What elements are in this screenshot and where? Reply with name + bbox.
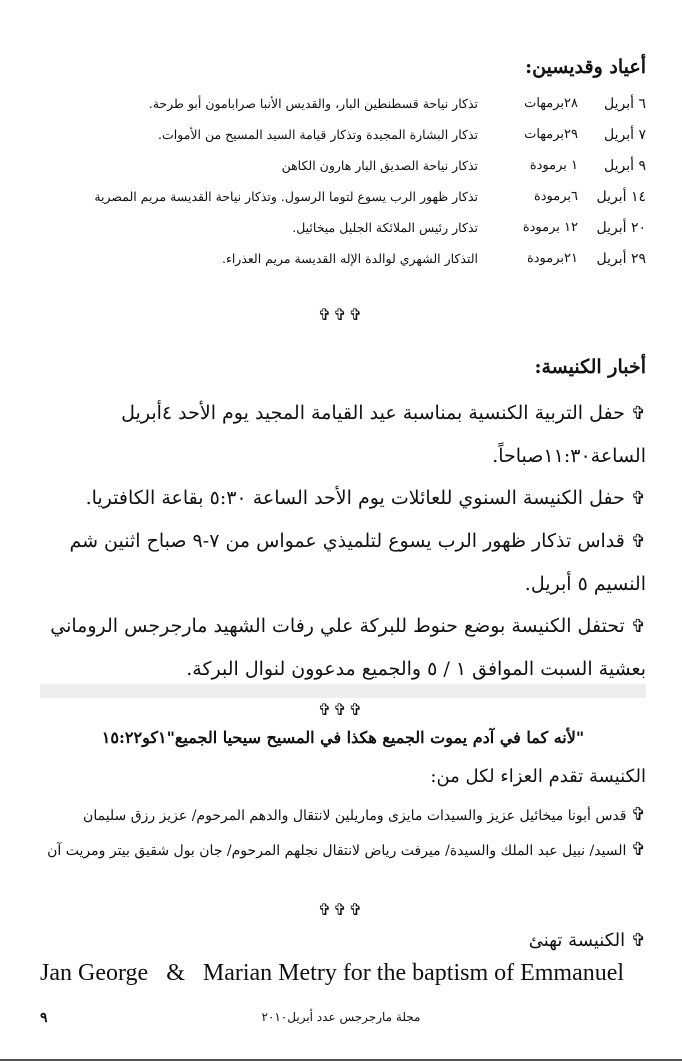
news-item-text: قداس تذكار ظهور الرب يسوع لتلميذي عمواس من ٧-٩ صباح اثنين شم النسيم ٥ أبريل. <box>69 530 646 595</box>
feast-date: ١٤ أبريل <box>596 188 646 205</box>
feast-coptic-date: ٦برمودة <box>533 189 578 204</box>
news-item-text: حفل التربية الكنسية بمناسبة عيد القيامة المجيد يوم الأحد ٤أبريل الساعة١١:٣٠صباحاً. <box>121 402 646 467</box>
feast-coptic-date: ١٢ برمودة <box>522 220 578 235</box>
feast-date: ٩ أبريل <box>604 157 646 174</box>
feast-description: تذكار نياحة الصديق البار هارون الكاهن <box>281 158 478 173</box>
cross-icon: ✞ <box>630 403 646 424</box>
news-item-text: حفل الكنيسة السنوي للعائلات يوم الأحد الساعة ٥:٣٠ بقاعة الكافتريا. <box>85 487 625 509</box>
list-item <box>40 798 646 833</box>
feast-date: ٧ أبريل <box>604 126 646 143</box>
list-item <box>40 520 646 605</box>
congrats-heading-text: الكنيسة تهنئ <box>528 930 626 951</box>
feast-description: تذكار نياحة قسطنطين البار، والقديس الأنبا صرابامون أبو طرحة. <box>148 96 478 111</box>
list-item <box>40 477 646 520</box>
cross-icon: ✞ <box>630 616 646 637</box>
feasts-table <box>40 88 646 274</box>
feast-description: التذكار الشهري لوالدة الإله القديسة مريم العذراء. <box>221 251 478 266</box>
feast-coptic-date: ١ برمودة <box>529 158 578 173</box>
cross-divider-icon: ✞✞✞ <box>317 700 365 719</box>
news-list <box>40 392 646 690</box>
cross-divider-icon: ✞✞✞ <box>317 305 365 324</box>
condolence-heading: الكنيسة تقدم العزاء لكل من: <box>430 766 646 787</box>
congrats-heading <box>40 930 646 951</box>
condolence-text: السيد/ نبيل عبد الملك والسيدة/ ميرفت رياض لانتقال نجلهم المرحوم/ جان بول شقيق بيتر ومريت آن <box>47 843 627 859</box>
table-row <box>40 243 646 274</box>
table-row <box>40 88 646 119</box>
table-row <box>40 119 646 150</box>
table-row <box>40 181 646 212</box>
feasts-heading: أعياد وقديسين: <box>525 56 646 78</box>
feast-description: تذكار ظهور الرب يسوع لتوما الرسول. وتذكار نياحة القديسة مريم المصرية <box>94 189 478 204</box>
feast-coptic-date: ٢٨برمهات <box>524 96 578 111</box>
cross-icon: ✞ <box>630 804 646 825</box>
congrats-text: Jan George & Marian Metry for the baptism of Emmanuel <box>40 960 625 986</box>
news-item-text: تحتفل الكنيسة بوضع حنوط للبركة علي رفات الشهيد مارجرجس الروماني بعشية السبت الموافق ١ / ٥ والجميع مدعوون لنوال البركة. <box>50 615 646 680</box>
footer-magazine-title: مجلة مارجرجس عدد أبريل٢٠١٠ <box>261 1010 421 1024</box>
table-row <box>40 212 646 243</box>
list-item <box>40 833 646 868</box>
shaded-band <box>40 684 646 698</box>
feast-description: تذكار رئيس الملائكة الجليل ميخائيل. <box>292 220 478 235</box>
cross-icon: ✞ <box>630 488 646 509</box>
feast-date: ٢٩ أبريل <box>596 250 646 267</box>
condolence-list <box>40 798 646 868</box>
news-heading: أخبار الكنيسة: <box>534 356 646 378</box>
feast-coptic-date: ٢٩برمهات <box>524 127 578 142</box>
page-number: ٩ <box>40 1010 48 1026</box>
feast-coptic-date: ٢١برمودة <box>526 251 578 266</box>
feast-description: تذكار البشارة المجيدة وتذكار قيامة السيد المسيح من الأموات. <box>158 127 478 142</box>
condolence-text: قدس أبونا ميخائيل عزيز والسيدات مايزى وماريلين لانتقال والدهم المرحوم/ عزيز رزق سليمان <box>83 808 627 824</box>
feast-date: ٢٠ أبريل <box>596 219 646 236</box>
feast-date: ٦ أبريل <box>604 95 646 112</box>
bible-verse: "لأنه كما في آدم يموت الجميع هكذا في المسيح سيحيا الجميع"١كو١٥:٢٢ <box>101 728 585 747</box>
cross-icon: ✞ <box>630 930 646 951</box>
cross-divider-icon: ✞✞✞ <box>317 900 365 919</box>
cross-icon: ✞ <box>630 531 646 552</box>
list-item <box>40 605 646 690</box>
table-row <box>40 150 646 181</box>
cross-icon: ✞ <box>630 839 646 860</box>
list-item <box>40 392 646 477</box>
